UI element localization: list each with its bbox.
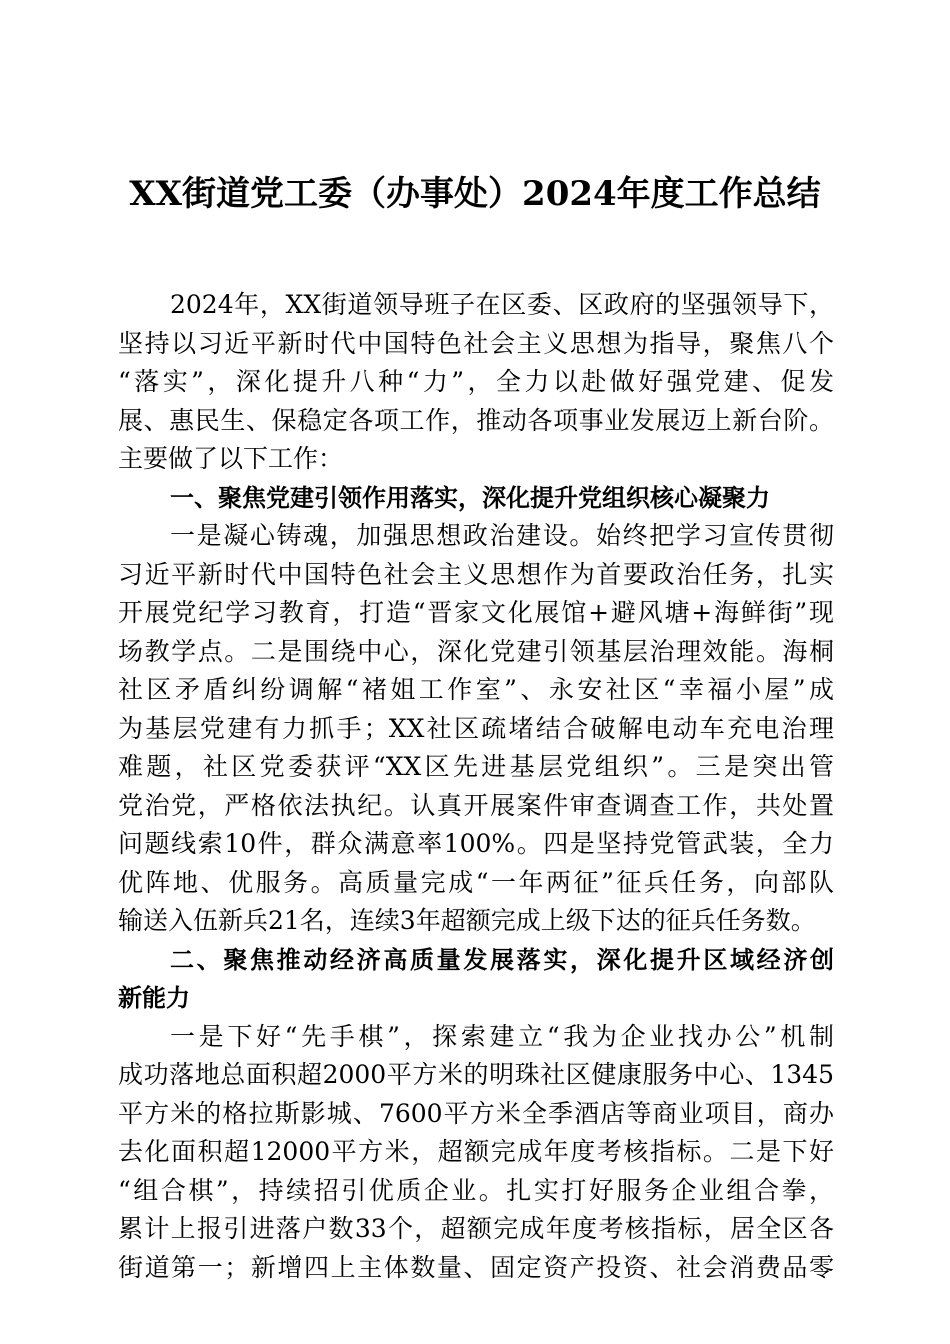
paragraph-line: 平方米的格拉斯影城、7600平方米全季酒店等商业项目，商办 bbox=[118, 1098, 834, 1128]
paragraph-line: 展、惠民生、保稳定各项工作，推动各项事业发展迈上新台阶。 bbox=[118, 405, 834, 435]
section-heading-line: 二、聚焦推动经济高质量发展落实，深化提升区域经济创 bbox=[170, 945, 834, 974]
paragraph-line: 去化面积超12000平方米，超额完成年度考核指标。二是下好 bbox=[118, 1137, 834, 1166]
paragraph-line: 场教学点。二是围绕中心，深化党建引领基层治理效能。海桐 bbox=[118, 636, 834, 666]
paragraph-line: 社区矛盾纠纷调解“褚姐工作室”、永安社区“幸福小屋”成 bbox=[118, 675, 834, 704]
paragraph-line: 主要做了以下工作： bbox=[118, 444, 344, 473]
paragraph-line: 输送入伍新兵21名，连续3年超额完成上级下达的征兵任务数。 bbox=[118, 906, 816, 935]
paragraph-line: 一是下好“先手棋”，探索建立“我为企业找办公”机制 bbox=[170, 1021, 834, 1051]
section-heading-line: 一、聚焦党建引领作用落实，深化提升党组织核心凝聚力 bbox=[170, 483, 770, 512]
document-title: XX街道党工委（办事处）2024年度工作总结 bbox=[129, 174, 821, 214]
section-heading-line: 新能力 bbox=[118, 984, 190, 1012]
paragraph-line: 开展党纪学习教育，打造“晋家文化展馆+避风塘+海鲜街”现 bbox=[118, 598, 834, 627]
paragraph-line: 问题线索10件，群众满意率100%。四是坚持党管武装，全力 bbox=[118, 829, 834, 858]
paragraph-line: 街道第一；新增四上主体数量、固定资产投资、社会消费品零 bbox=[118, 1252, 834, 1282]
paragraph-line: 一是凝心铸魂，加强思想政治建设。始终把学习宣传贯彻 bbox=[170, 521, 834, 550]
paragraph-line: “落实”，深化提升八种“力”，全力以赴做好强党建、促发 bbox=[118, 367, 834, 396]
paragraph-line: 优阵地、优服务。高质量完成“一年两征”征兵任务，向部队 bbox=[118, 867, 834, 897]
paragraph-line: 坚持以习近平新时代中国特色社会主义思想为指导，聚焦八个 bbox=[118, 328, 834, 358]
paragraph-line: 成功落地总面积超2000平方米的明珠社区健康服务中心、1345 bbox=[118, 1060, 834, 1089]
paragraph-line: 为基层党建有力抓手；XX社区疏堵结合破解电动车充电治理 bbox=[118, 713, 834, 743]
paragraph-line: 2024年，XX街道领导班子在区委、区政府的坚强领导下， bbox=[170, 290, 834, 319]
paragraph-line: 党治党，严格依法执纪。认真开展案件审查调查工作，共处置 bbox=[118, 790, 834, 820]
paragraph-line: “组合棋”，持续招引优质企业。扎实打好服务企业组合拳， bbox=[118, 1175, 834, 1205]
paragraph-line: 累计上报引进落户数33个，超额完成年度考核指标，居全区各 bbox=[118, 1214, 834, 1243]
document-body bbox=[118, 286, 834, 1287]
paragraph-line: 习近平新时代中国特色社会主义思想作为首要政治任务，扎实 bbox=[118, 559, 834, 589]
paragraph-line: 难题，社区党委获评“XX区先进基层党组织”。三是突出管 bbox=[118, 752, 834, 781]
